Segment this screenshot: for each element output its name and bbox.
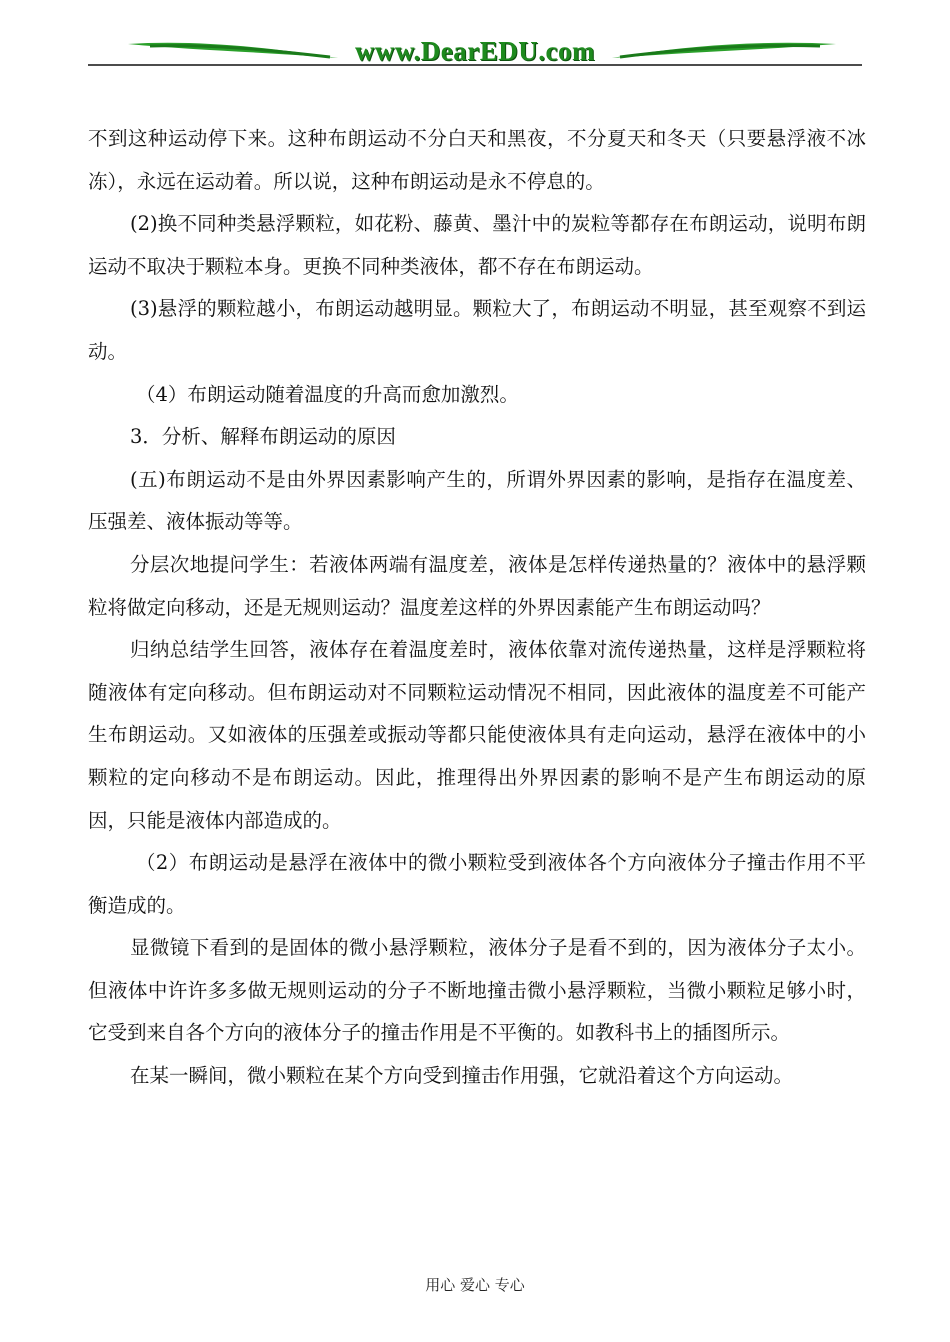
site-logo-text: www.DearEDU.com bbox=[355, 36, 595, 66]
page-header bbox=[0, 0, 950, 80]
paragraph-5: (五)布朗运动不是由外界因素影响产生的，所谓外界因素的影响，是指存在温度差、压强差、液体振动等等。 bbox=[88, 467, 866, 534]
paragraph-4: （4）布朗运动随着温度的升高而愈加激烈。 bbox=[136, 382, 519, 406]
paragraph-2: (2)换不同种类悬浮颗粒，如花粉、藤黄、墨汁中的炭粒等都存在布朗运动，说明布朗运动不取决于颗粒本身。更换不同种类液体，都不存在布朗运动。 bbox=[88, 212, 866, 278]
page-footer: 用心 爱心 专心 bbox=[425, 1276, 525, 1294]
section-heading: 3．分析、解释布朗运动的原因 bbox=[130, 425, 396, 449]
paragraph-9: 显微镜下看到的是固体的微小悬浮颗粒，液体分子是看不到的，因为液体分子太小。但液体中许许多多做无规则运动的分子不断地撞击微小悬浮颗粒，当微小颗粒足够小时，它受到来自各个方向的液体分子的撞击作用是不平衡的。如教科书上的插图所示。 bbox=[88, 936, 866, 1045]
paragraph-6: 分层次地提问学生：若液体两端有温度差，液体是怎样传递热量的？液体中的悬浮颗粒将做定向移动，还是无规则运动？温度差这样的外界因素能产生布朗运动吗？ bbox=[88, 552, 866, 619]
paragraph-1: 不到这种运动停下来。这种布朗运动不分白天和黑夜，不分夏天和冬天（只要悬浮液不冰冻），永远在运动着。所以说，这种布朗运动是永不停息的。 bbox=[88, 127, 866, 193]
document-body bbox=[88, 118, 866, 1098]
paragraph-8: （2）布朗运动是悬浮在液体中的微小颗粒受到液体各个方向液体分子撞击作用不平衡造成的。 bbox=[88, 851, 866, 917]
paragraph-7: 归纳总结学生回答，液体存在着温度差时，液体依靠对流传递热量，这样是浮颗粒将随液体有定向移动。但布朗运动对不同颗粒运动情况不相同，因此液体的温度差不可能产生布朗运动。又如液体的压强差或振动等都只能使液体具有走向运动，悬浮在液体中的小颗粒的定向移动不是布朗运动。因此，推理得出外界因素的影响不是产生布朗运动的原因，只能是液体内部造成的。 bbox=[88, 638, 866, 832]
paragraph-3: (3)悬浮的颗粒越小，布朗运动越明显。颗粒大了，布朗运动不明显，甚至观察不到运动。 bbox=[88, 297, 866, 363]
paragraph-10: 在某一瞬间，微小颗粒在某个方向受到撞击作用强，它就沿着这个方向运动。 bbox=[130, 1064, 794, 1088]
